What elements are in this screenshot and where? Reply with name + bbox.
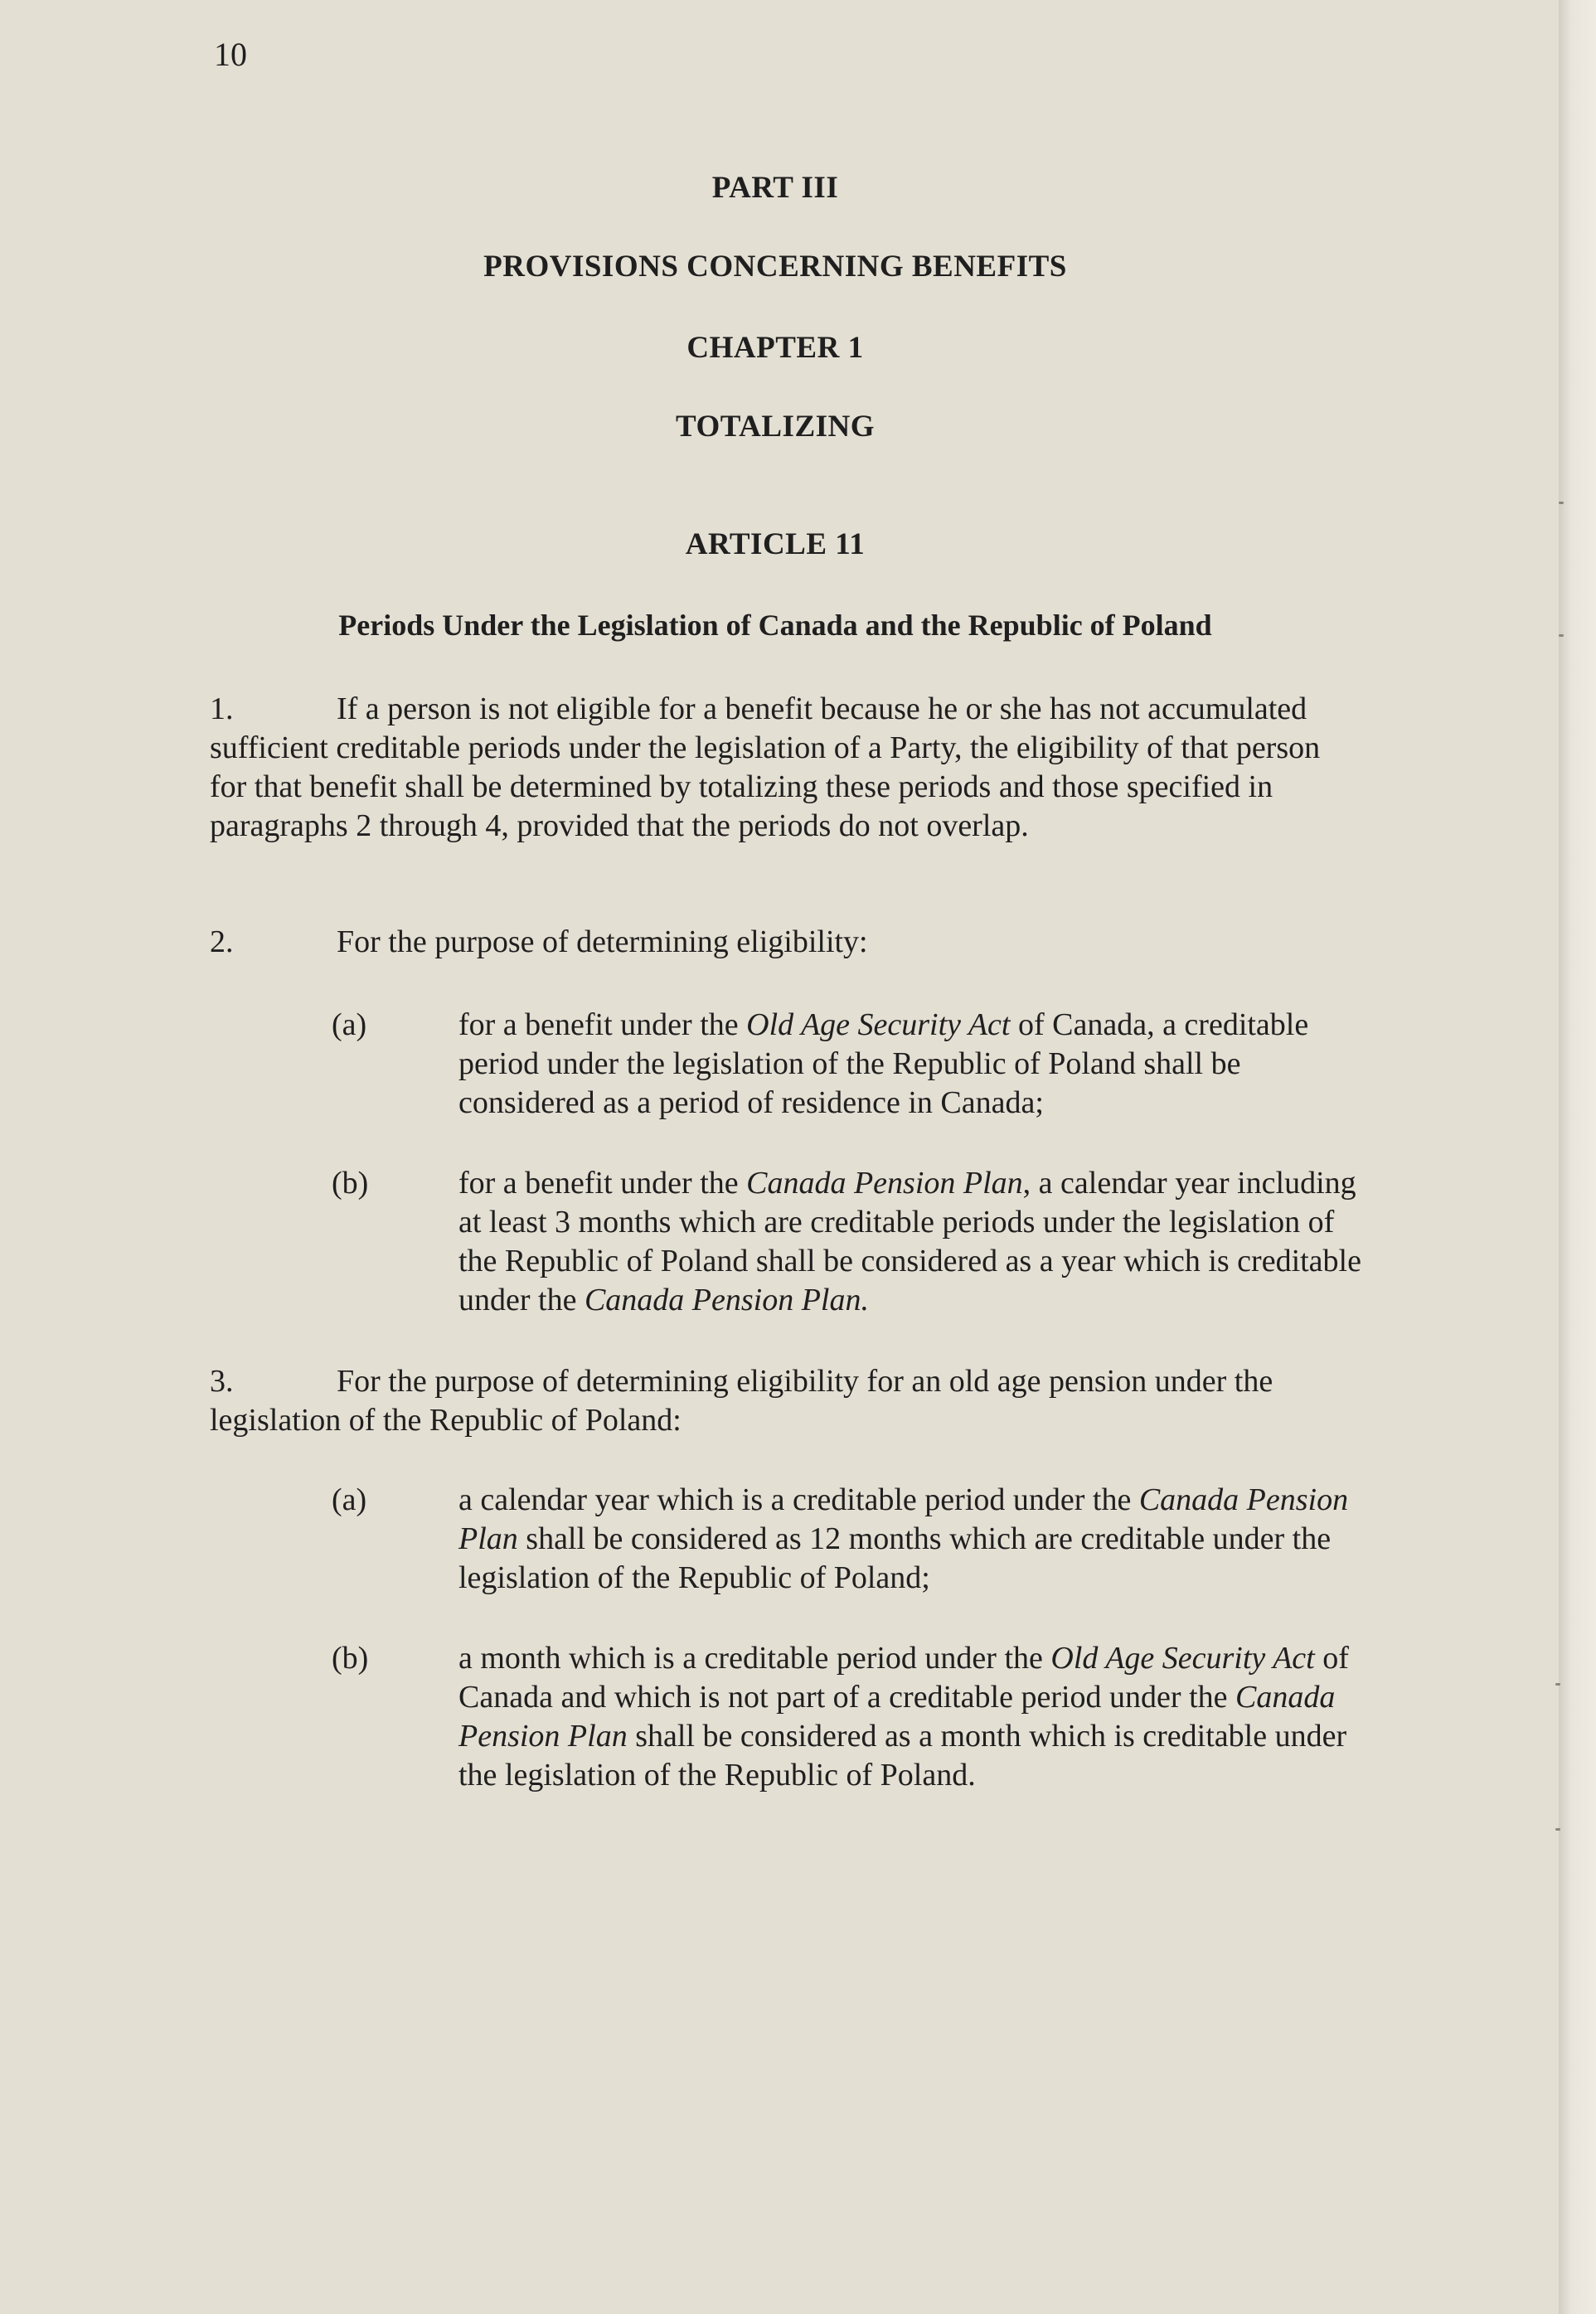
chapter-heading: CHAPTER 1	[686, 331, 864, 365]
item-text-segment: shall be considered as a month which is creditable under the legislation of the Republic of Poland.	[458, 1719, 1347, 1793]
scan-speck	[1559, 502, 1564, 504]
plan-title: Canada Pension Plan.	[584, 1283, 869, 1317]
item-label: (b)	[332, 1641, 369, 1676]
item-text	[458, 1164, 1362, 1320]
item-text-segment: for a benefit under the	[458, 1007, 747, 1042]
item-text-segment: a month which is a creditable period under the	[458, 1641, 1051, 1676]
provisions-heading: PROVISIONS CONCERNING BENEFITS	[483, 250, 1067, 284]
page-number: 10	[214, 36, 247, 73]
scan-speck	[1555, 1683, 1560, 1686]
paragraph-2	[210, 923, 1354, 962]
scan-speck	[1555, 1828, 1560, 1831]
article-title: Periods Under the Legislation of Canada and the Republic of Poland	[338, 609, 1212, 642]
paragraph-1-text: If a person is not eligible for a benefit because he or she has not accumulated sufficient creditable periods under the legislation of a Party, the eligibility of that person for that benefit shall be determined by totalizing these periods and those specified in paragraphs 2 through 4, provided that the periods do not overlap.	[210, 691, 1321, 843]
plan-title: Canada Pension Plan	[458, 1482, 1349, 1556]
item-label: (a)	[332, 1007, 367, 1042]
act-title: Old Age Security Act	[1050, 1641, 1315, 1676]
paragraph-2-text: For the purpose of determining eligibility:	[337, 924, 868, 959]
totalizing-heading: TOTALIZING	[675, 410, 876, 444]
item-text-segment: a calendar year which is a creditable period under the	[458, 1482, 1139, 1517]
item-label: (a)	[332, 1482, 367, 1517]
item-text	[458, 1481, 1362, 1598]
paragraph-2-number: 2.	[210, 924, 234, 959]
paragraph-1	[210, 690, 1354, 846]
item-text-segment: shall be considered as 12 months which are creditable under the legislation of the Republic of Poland;	[458, 1521, 1332, 1595]
plan-title: Canada Pension Plan	[746, 1166, 1023, 1201]
scan-speck	[1559, 634, 1564, 637]
item-text	[458, 1006, 1362, 1123]
item-text-segment: for a benefit under the	[458, 1166, 747, 1201]
article-heading: ARTICLE 11	[685, 527, 866, 561]
item-text	[458, 1639, 1362, 1795]
plan-title: Canada Pension Plan	[458, 1680, 1336, 1754]
paragraph-3	[210, 1362, 1354, 1440]
item-text-segment: , a calendar year including at least 3 months which are creditable periods under the legislation of the Republic of Poland shall be considered as a year which is creditable under the	[458, 1166, 1361, 1317]
item-text-segment: of Canada and which is not part of a creditable period under the	[458, 1641, 1349, 1715]
item-text-segment: of Canada, a creditable period under the legislation of the Republic of Poland shall be considered as a period of residence in Canada;	[458, 1007, 1309, 1120]
paragraph-3-text: For the purpose of determining eligibility for an old age pension under the legislation of the Republic of Poland:	[210, 1364, 1273, 1438]
part-heading: PART III	[711, 171, 839, 205]
item-label: (b)	[332, 1166, 369, 1201]
paragraph-1-number: 1.	[210, 691, 234, 726]
act-title: Old Age Security Act	[746, 1007, 1011, 1042]
paragraph-3-number: 3.	[210, 1364, 234, 1399]
page-edge	[1559, 0, 1596, 2314]
